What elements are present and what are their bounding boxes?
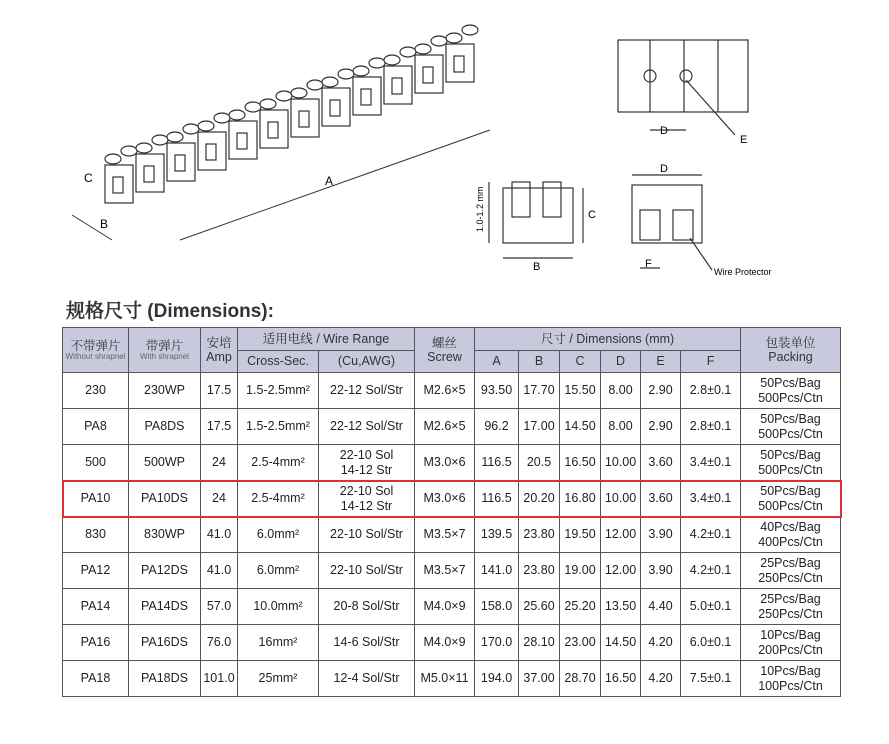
table-cell: 12.00 — [601, 517, 641, 553]
table-cell: 2.90 — [641, 373, 681, 409]
terminal-position — [384, 47, 416, 104]
table-cell: 19.50 — [560, 517, 601, 553]
table-row — [63, 553, 841, 589]
header-screw-en: Screw — [427, 350, 462, 364]
table-cell: 16.50 — [601, 661, 641, 697]
terminal-position — [291, 80, 323, 137]
table-cell: 12.00 — [601, 553, 641, 589]
packing-bag: 50Pcs/Bag — [760, 448, 821, 463]
packing-cell — [741, 445, 841, 481]
table-cell: PA18DS — [129, 661, 201, 697]
packing-bag: 25Pcs/Bag — [760, 592, 821, 607]
table-cell: 22-10 Sol 14-12 Str — [319, 445, 415, 481]
header-a: A — [475, 351, 519, 373]
table-cell: 20.20 — [519, 481, 560, 517]
table-cell: M3.0×6 — [415, 481, 475, 517]
header-b: B — [519, 351, 560, 373]
terminal-position — [446, 25, 478, 82]
table-cell: 6.0±0.1 — [681, 625, 741, 661]
header-d: D — [601, 351, 641, 373]
table-cell: 23.80 — [519, 553, 560, 589]
label-e: E — [740, 134, 748, 146]
label-b: B — [100, 217, 109, 231]
terminal-position — [353, 58, 385, 115]
table-cell: PA14 — [63, 589, 129, 625]
table-cell: 28.70 — [560, 661, 601, 697]
table-cell: 158.0 — [475, 589, 519, 625]
table-cell: 13.50 — [601, 589, 641, 625]
table-cell: 2.8±0.1 — [681, 409, 741, 445]
table-cell: 37.00 — [519, 661, 560, 697]
table-cell: 28.10 — [519, 625, 560, 661]
terminal-position — [260, 91, 292, 148]
table-cell: 25.60 — [519, 589, 560, 625]
table-cell: 8.00 — [601, 373, 641, 409]
table-cell: 500WP — [129, 445, 201, 481]
table-cell: M3.5×7 — [415, 517, 475, 553]
header-without — [63, 328, 129, 373]
table-cell: 4.2±0.1 — [681, 517, 741, 553]
table-cell: 25mm² — [238, 661, 319, 697]
table-cell: 3.60 — [641, 445, 681, 481]
table-cell: 7.5±0.1 — [681, 661, 741, 697]
table-cell: 24 — [201, 445, 238, 481]
packing-cell — [741, 553, 841, 589]
table-cell: 22-12 Sol/Str — [319, 409, 415, 445]
table-cell: 3.4±0.1 — [681, 481, 741, 517]
table-cell: 17.00 — [519, 409, 560, 445]
header-with — [129, 328, 201, 373]
packing-bag: 50Pcs/Bag — [760, 412, 821, 427]
table-cell: 830 — [63, 517, 129, 553]
table-cell: 41.0 — [201, 553, 238, 589]
packing-bag: 50Pcs/Bag — [760, 376, 821, 391]
table-cell: M4.0×9 — [415, 589, 475, 625]
table-row — [63, 445, 841, 481]
packing-cell — [741, 661, 841, 697]
packing-bag: 10Pcs/Bag — [760, 628, 821, 643]
table-cell: 12-4 Sol/Str — [319, 661, 415, 697]
header-dimensions: 尺寸 / Dimensions (mm) — [475, 328, 741, 351]
table-cell: 22-10 Sol/Str — [319, 517, 415, 553]
table-cell: 23.00 — [560, 625, 601, 661]
table-cell: 22-12 Sol/Str — [319, 373, 415, 409]
table-cell: 96.2 — [475, 409, 519, 445]
terminal-position — [322, 69, 354, 126]
table-cell: PA12DS — [129, 553, 201, 589]
table-cell: 194.0 — [475, 661, 519, 697]
terminal-position — [415, 36, 447, 93]
dimensions-table — [62, 327, 841, 697]
table-cell: 17.5 — [201, 409, 238, 445]
header-cross-sec: Cross-Sec. — [238, 351, 319, 373]
packing-carton: 100Pcs/Ctn — [758, 678, 823, 693]
packing-carton: 500Pcs/Ctn — [758, 390, 823, 405]
label-d-top: D — [660, 125, 668, 137]
table-cell: 10.0mm² — [238, 589, 319, 625]
terminal-position — [198, 113, 230, 170]
packing-cell — [741, 409, 841, 445]
table-cell: 57.0 — [201, 589, 238, 625]
table-cell: 4.20 — [641, 625, 681, 661]
table-cell: 101.0 — [201, 661, 238, 697]
header-packing-cn: 包装单位 — [765, 335, 816, 350]
label-thickness: 1.0-1.2 mm — [475, 186, 485, 232]
label-wire-protector: Wire Protector — [714, 267, 772, 277]
table-cell: 20-8 Sol/Str — [319, 589, 415, 625]
table-cell: 139.5 — [475, 517, 519, 553]
terminal-position — [136, 135, 168, 192]
table-cell: 14-6 Sol/Str — [319, 625, 415, 661]
table-cell: 2.90 — [641, 409, 681, 445]
header-amp-cn: 安培 — [206, 335, 232, 350]
table-cell: M2.6×5 — [415, 409, 475, 445]
table-cell: 2.5-4mm² — [238, 481, 319, 517]
label-a: A — [325, 174, 334, 188]
header-with-en: With shrapnel — [140, 352, 189, 362]
label-c-side: C — [588, 209, 596, 221]
table-row — [63, 625, 841, 661]
table-cell: 14.50 — [601, 625, 641, 661]
table-cell: 76.0 — [201, 625, 238, 661]
header-f: F — [681, 351, 741, 373]
packing-bag: 25Pcs/Bag — [760, 556, 821, 571]
table-cell: PA8DS — [129, 409, 201, 445]
table-cell: 93.50 — [475, 373, 519, 409]
table-body — [63, 373, 841, 697]
table-cell: 4.2±0.1 — [681, 553, 741, 589]
label-c: C — [84, 171, 93, 185]
header-with-cn: 带弹片 — [145, 338, 184, 353]
packing-cell — [741, 517, 841, 553]
table-cell: 16.50 — [560, 445, 601, 481]
packing-carton: 200Pcs/Ctn — [758, 642, 823, 657]
table-cell: PA10 — [63, 481, 129, 517]
packing-carton: 500Pcs/Ctn — [758, 498, 823, 513]
table-cell: 3.4±0.1 — [681, 445, 741, 481]
label-f: F — [645, 258, 652, 270]
packing-cell — [741, 373, 841, 409]
packing-cell — [741, 625, 841, 661]
table-row — [63, 517, 841, 553]
table-cell: 17.70 — [519, 373, 560, 409]
header-c: C — [560, 351, 601, 373]
table-cell: 116.5 — [475, 445, 519, 481]
header-screw-cn: 螺丝 — [432, 335, 458, 350]
table-cell: 230 — [63, 373, 129, 409]
packing-carton: 400Pcs/Ctn — [758, 534, 823, 549]
table-cell: M2.6×5 — [415, 373, 475, 409]
table-cell: PA12 — [63, 553, 129, 589]
table-cell: M3.5×7 — [415, 553, 475, 589]
header-without-cn: 不带弹片 — [70, 338, 121, 353]
table-cell: M4.0×9 — [415, 625, 475, 661]
table-cell: 6.0mm² — [238, 553, 319, 589]
table-cell: 170.0 — [475, 625, 519, 661]
packing-cell — [741, 589, 841, 625]
table-cell: 230WP — [129, 373, 201, 409]
table-cell: 4.40 — [641, 589, 681, 625]
label-b-side: B — [533, 261, 541, 273]
header-wire-range: 适用电线 / Wire Range — [238, 328, 415, 351]
table-cell: 8.00 — [601, 409, 641, 445]
table-cell: 141.0 — [475, 553, 519, 589]
packing-carton: 250Pcs/Ctn — [758, 606, 823, 621]
terminal-position — [229, 102, 261, 159]
terminal-strip-drawing — [105, 25, 478, 203]
table-cell: 5.0±0.1 — [681, 589, 741, 625]
table-cell: PA16 — [63, 625, 129, 661]
header-amp-en: Amp — [206, 350, 232, 364]
table-cell: M5.0×11 — [415, 661, 475, 697]
header-packing-en: Packing — [768, 350, 813, 364]
table-cell: 6.0mm² — [238, 517, 319, 553]
table-row — [63, 661, 841, 697]
header-awg: (Cu,AWG) — [319, 351, 415, 373]
table-cell: 16mm² — [238, 625, 319, 661]
table-cell: 3.60 — [641, 481, 681, 517]
header-e: E — [641, 351, 681, 373]
header-screw — [415, 328, 475, 373]
section-title: 规格尺寸 (Dimensions): — [66, 301, 274, 322]
table-cell: 17.5 — [201, 373, 238, 409]
table-cell: 500 — [63, 445, 129, 481]
label-d-side: D — [660, 163, 668, 175]
header-amp — [201, 328, 238, 373]
table-cell: 2.5-4mm² — [238, 445, 319, 481]
table-cell: 1.5-2.5mm² — [238, 373, 319, 409]
table-cell: 23.80 — [519, 517, 560, 553]
table-cell: 14.50 — [560, 409, 601, 445]
table-cell: PA14DS — [129, 589, 201, 625]
table-cell: 24 — [201, 481, 238, 517]
table-cell: 116.5 — [475, 481, 519, 517]
table-cell: 10.00 — [601, 445, 641, 481]
table-cell: PA18 — [63, 661, 129, 697]
table-cell: PA16DS — [129, 625, 201, 661]
table-cell: M3.0×6 — [415, 445, 475, 481]
packing-carton: 250Pcs/Ctn — [758, 570, 823, 585]
table-cell: 2.8±0.1 — [681, 373, 741, 409]
table-row — [63, 373, 841, 409]
table-cell: 25.20 — [560, 589, 601, 625]
packing-bag: 10Pcs/Bag — [760, 664, 821, 679]
packing-bag: 40Pcs/Bag — [760, 520, 821, 535]
header-without-en: Without shrapnel — [65, 352, 126, 362]
packing-carton: 500Pcs/Ctn — [758, 426, 823, 441]
terminal-block-diagram — [0, 0, 889, 290]
table-row — [63, 409, 841, 445]
table-cell: 22-10 Sol 14-12 Str — [319, 481, 415, 517]
table-cell: 3.90 — [641, 553, 681, 589]
packing-carton: 500Pcs/Ctn — [758, 462, 823, 477]
table-cell: PA8 — [63, 409, 129, 445]
table-cell: 10.00 — [601, 481, 641, 517]
table-cell: PA10DS — [129, 481, 201, 517]
table-cell: 20.5 — [519, 445, 560, 481]
packing-bag: 50Pcs/Bag — [760, 484, 821, 499]
table-cell: 3.90 — [641, 517, 681, 553]
table-cell: 830WP — [129, 517, 201, 553]
terminal-position — [167, 124, 199, 181]
terminal-position — [105, 146, 137, 203]
header-packing — [741, 328, 841, 373]
packing-cell — [741, 481, 841, 517]
table-cell: 1.5-2.5mm² — [238, 409, 319, 445]
table-cell: 41.0 — [201, 517, 238, 553]
table-cell: 19.00 — [560, 553, 601, 589]
table-cell: 22-10 Sol/Str — [319, 553, 415, 589]
table-cell: 16.80 — [560, 481, 601, 517]
table-cell: 15.50 — [560, 373, 601, 409]
table-row-highlighted — [63, 481, 841, 517]
table-cell: 4.20 — [641, 661, 681, 697]
detail-views — [489, 40, 748, 270]
table-row — [63, 589, 841, 625]
